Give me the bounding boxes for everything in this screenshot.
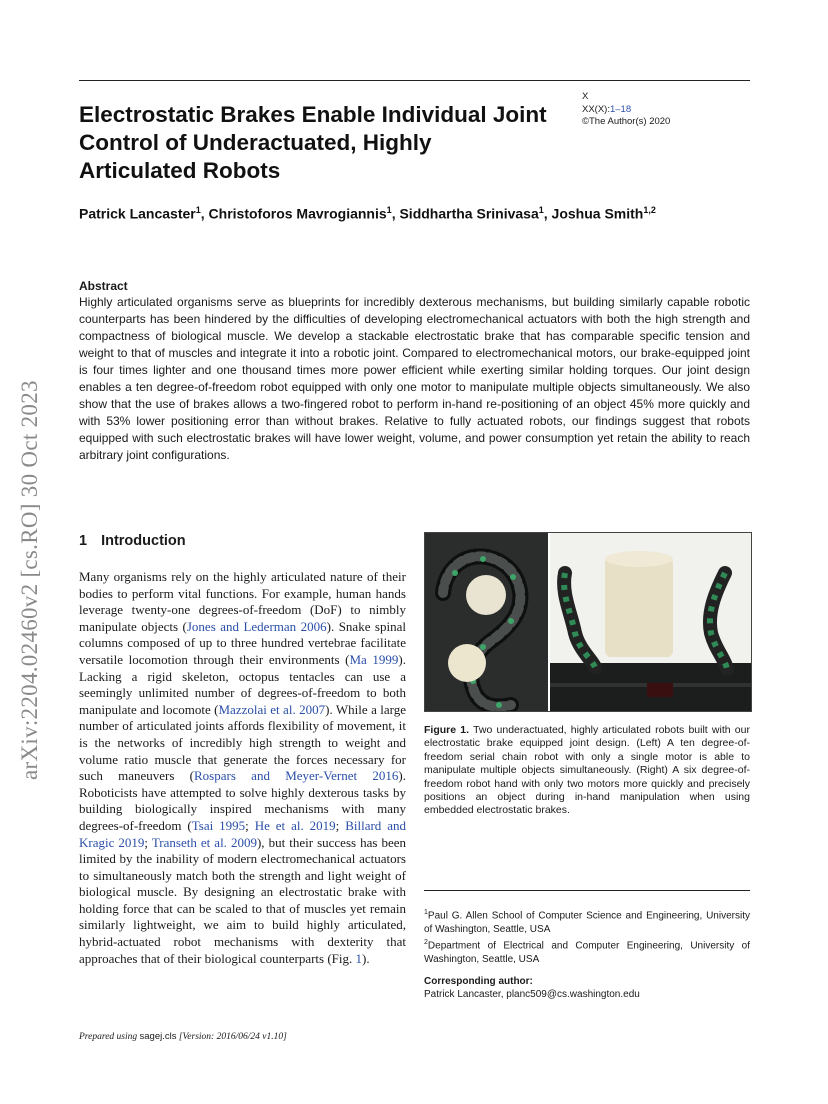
- author-affiliation: 1: [195, 205, 201, 215]
- pages-link[interactable]: 1–18: [609, 103, 632, 115]
- author-name: Siddhartha Srinivasa: [399, 205, 539, 222]
- section-heading: [79, 533, 186, 549]
- figure-1-image: [424, 532, 752, 712]
- copyright: ©The Author(s) 2020: [582, 116, 671, 127]
- journal-volume: X: [582, 91, 589, 102]
- citation-link[interactable]: Mazzolai et al. 2007: [218, 701, 326, 717]
- citation-link[interactable]: Rospars and Meyer-Vernet 2016: [194, 768, 399, 784]
- affiliation-1: $^1$Paul G. Allen School of Computer Science and Engineering, University of Washington, Seattle, USA: [424, 909, 750, 935]
- photo-divider: [548, 533, 550, 711]
- author-affiliation: 1,2: [643, 205, 656, 215]
- corresponding-contact: Patrick Lancaster, planc509@cs.washington.edu: [424, 989, 640, 1000]
- figure-reference-link[interactable]: 1: [355, 950, 363, 966]
- author-affiliation: 1: [386, 205, 392, 215]
- upper-disc-object: [466, 575, 506, 615]
- author-name: Christoforos Mavrogiannis: [208, 205, 387, 222]
- citation-link[interactable]: Billard and Kragic 2019: [79, 817, 406, 850]
- citation-link[interactable]: Jones and Lederman 2006: [186, 618, 327, 634]
- author-affiliation: 1: [538, 205, 544, 215]
- header-rule: [79, 80, 750, 81]
- cylinder-object: [605, 557, 673, 657]
- figure-caption: Figure 1. Two underactuated, highly articulated robots built with our electrostatic brake equipped joint design. (Left) A ten degree-of-freedom serial chain robot with only a single motor is able to manipulate multiple objects simultaneously. (Right) A six degree-of-freedom robot hand with only two motors more quickly and precisely positions an object during in-hand manipulation when using embedded electrostatic brakes.: [424, 724, 750, 817]
- affiliations: [424, 906, 750, 966]
- affiliation-2: $^2$Department of Electrical and Computer Engineering, University of Washington, Seattle, USA: [424, 939, 750, 965]
- citation-link[interactable]: Tsai 1995: [191, 817, 246, 833]
- section-title: Introduction: [101, 533, 186, 549]
- author-list: Patrick Lancaster$^1$, Christoforos Mavrogiannis$^1$, Siddhartha Srinivasa$^1$, Joshua Smith$^{1,2}$: [79, 205, 656, 222]
- journal-info: [582, 91, 670, 129]
- corresponding-author: [424, 975, 750, 1001]
- arxiv-stamp: arXiv:2204.02460v2 [cs.RO] 30 Oct 2023: [17, 380, 42, 780]
- author-name: Patrick Lancaster: [79, 205, 196, 222]
- abstract-heading: Abstract: [79, 279, 128, 293]
- lower-disc-object: [448, 644, 486, 682]
- class-file-name: sagej.cls: [139, 1031, 177, 1042]
- journal-issue: XX(X):1–18: [582, 103, 632, 115]
- citation-link[interactable]: He et al. 2019: [254, 817, 336, 833]
- author-name: Joshua Smith: [551, 205, 644, 222]
- figure-label: Figure 1.: [424, 724, 470, 736]
- page-footer: Prepared using sagej.cls [Version: 2016/06/24 v1.10]: [79, 1031, 287, 1042]
- intro-paragraph: Many organisms rely on the highly articulated nature of their bodies to perform vital functions. For example, human hands leverage twenty-one degrees-of-freedom (DoF) to nimbly manipulate objects (Jones and Lederman 2006). Snake spinal columns composed of up to three hundred vertebrae facilitate versatile locomotion through their environments (Ma 1999). Lacking a rigid skeleton, octopus tentacles can use a seemingly unlimited number of degrees-of-freedom to both manipulate and locomote (Mazzolai et al. 2007). While a large number of articulated joints affords flexibility of movement, it is the networks of incredibly high strength to weight and volume ratio muscle that generate the forces necessary for such maneuvers (Rospars and Meyer-Vernet 2016). Roboticists have attempted to solve highly dexterous tasks by building biologically inspired mechanisms with many degrees-of-freedom (Tsai 1995; He et al. 2019; Billard and Kragic 2019; Transeth et al. 2009), but their success has been limited by the inability of modern electromechanical actuators to simultaneously match both the strength and light weight of biological muscle. By designing an electrostatic brake with holding force that can be scaled to that of muscles yet remain similarly lightweight, we aim to build highly articulated, hybrid-actuated robot mechanisms with dexterity that approaches that of their biological counterparts (Fig. 1).: [79, 569, 406, 966]
- footnote-rule: [424, 890, 750, 891]
- citation-link[interactable]: Transeth et al. 2009: [151, 834, 257, 850]
- figure-1-photos: [425, 533, 751, 711]
- paper-title: Electrostatic Brakes Enable Individual Joint Control of Underactuated, Highly Articulated Robots: [79, 102, 547, 183]
- citation-link[interactable]: Ma 1999: [349, 651, 399, 667]
- section-number: 1: [79, 533, 88, 549]
- corresponding-heading: Corresponding author:: [424, 976, 533, 987]
- abstract-text: Highly articulated organisms serve as blueprints for incredibly dexterous mechanisms, but building similarly capable robotic counterparts has been hindered by the difficulties of developing electromechanical actuators with both the high strength and compactness of biological muscle. We develop a stackable electrostatic brake that has comparable specific tension and weight to that of muscles and integrate it into a robotic joint. Compared to electromechanical motors, our brake-equipped joint is four times lighter and one thousand times more power efficient while exerting similar holding torques. Our joint design enables a ten degree-of-freedom robot equipped with only one motor to manipulate multiple objects simultaneously. We also show that the use of brakes allows a two-fingered robot to perform in-hand re-positioning of an object 45% more quickly and with 53% lower positioning error than without brakes. Relative to fully actuated robots, our findings suggest that robots equipped with such electrostatic brakes will have lower weight, volume, and power consumption yet retain the ability to reach arbitrary joint configurations.: [79, 295, 750, 462]
